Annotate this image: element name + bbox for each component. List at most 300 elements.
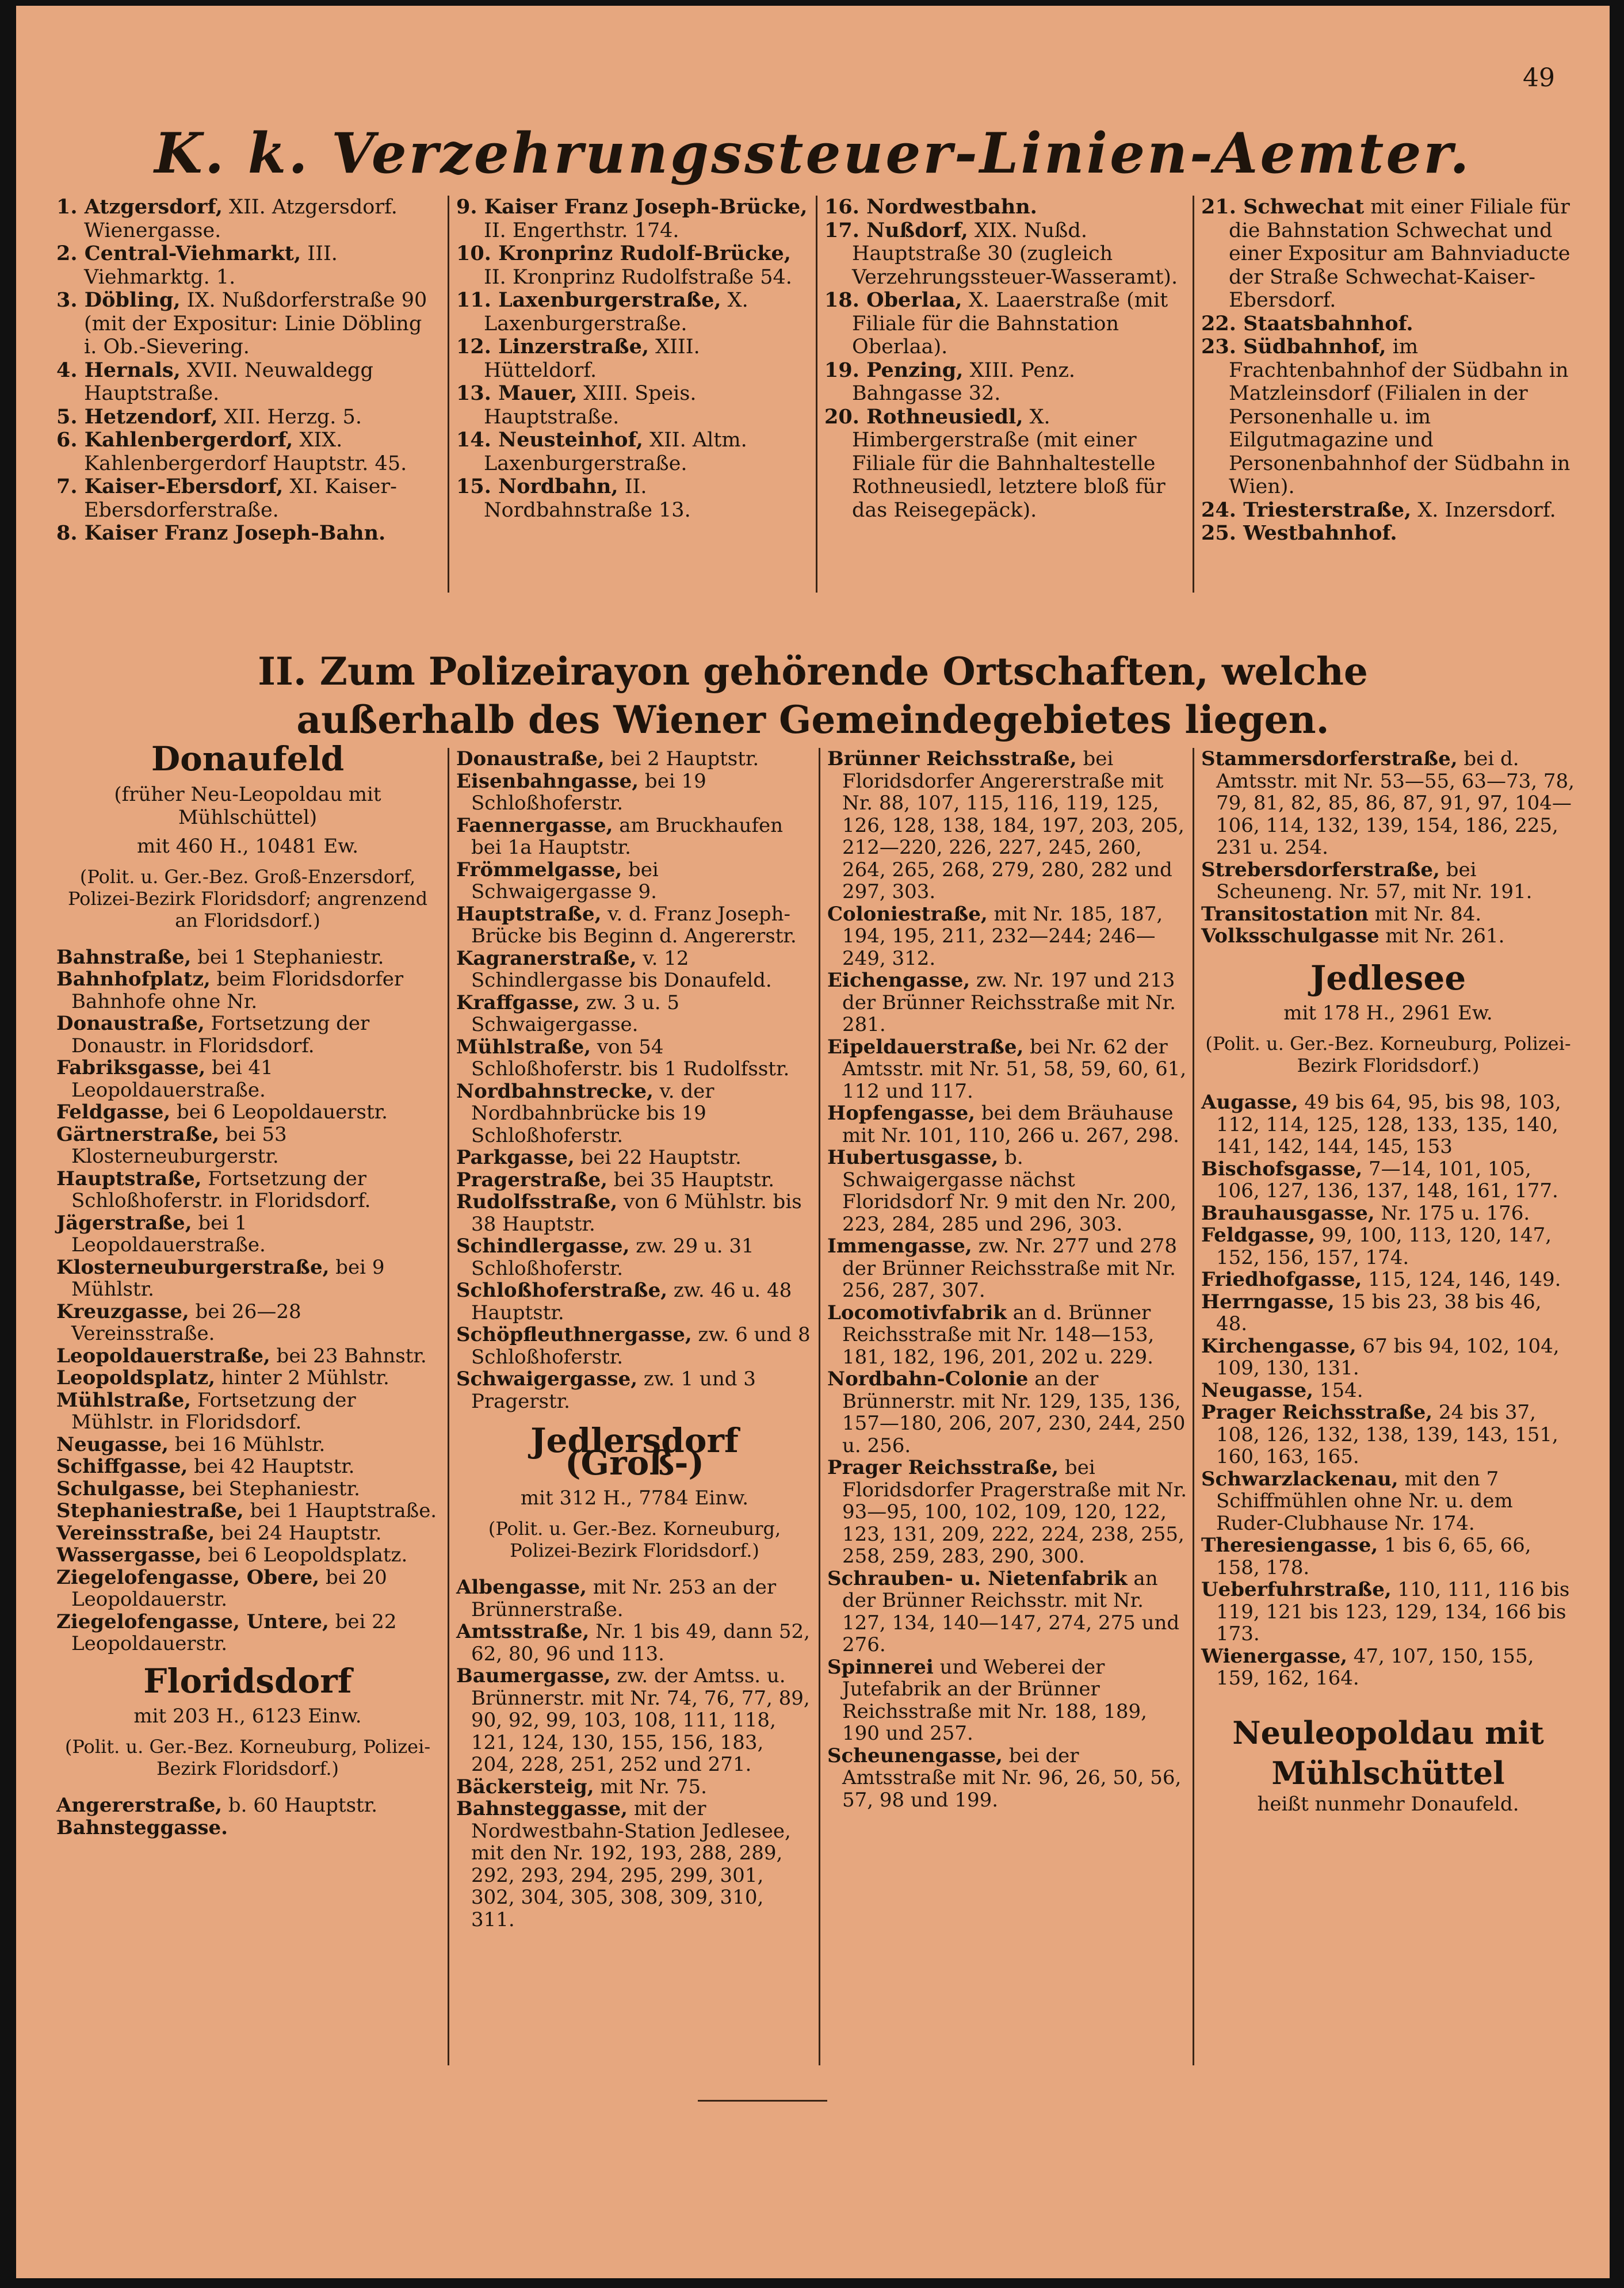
street-entry	[827, 1457, 1187, 1568]
street-entry	[56, 1367, 439, 1389]
street-name: Bahnsteggasse,	[456, 1797, 628, 1820]
street-name: Eichengasse,	[827, 969, 970, 992]
street-entry	[1201, 1202, 1575, 1225]
street-detail: 115, 124, 146, 149.	[1362, 1268, 1561, 1291]
street-name: Schiffgasse,	[56, 1455, 188, 1478]
jedlesee-streets	[1201, 1091, 1575, 1690]
street-name: Nordbahnstrecke,	[456, 1079, 654, 1103]
street-detail: zw. 1 und 3 Pragerstr.	[471, 1368, 756, 1413]
street-name: Gärtnerstraße,	[56, 1122, 220, 1146]
neuleopoldau-line2: Mühlschüttel	[1271, 1754, 1505, 1792]
street-detail: bei 35 Hauptstr.	[607, 1168, 775, 1191]
street-entry	[456, 770, 813, 815]
street-name: Neugasse,	[1201, 1378, 1313, 1402]
end-rule	[698, 2100, 827, 2102]
office-entry	[456, 382, 810, 429]
street-name: Fabriksgasse,	[56, 1056, 206, 1079]
street-detail: bei 53 Klosterneuburgerstr.	[71, 1122, 287, 1168]
street-entry	[56, 1544, 439, 1567]
street-name: Herrngasse,	[1201, 1290, 1335, 1313]
street-entry	[1201, 1380, 1575, 1402]
street-entry	[56, 968, 439, 1013]
street-entry	[56, 1057, 439, 1101]
column-d	[1201, 748, 1575, 1815]
street-detail: 7—14, 101, 105, 106, 127, 136, 137, 148, 161, 177.	[1216, 1157, 1558, 1202]
street-entry	[1201, 1224, 1575, 1269]
street-detail: hinter 2 Mühlstr.	[215, 1366, 389, 1389]
office-name: 16. Nordwestbahn.	[824, 195, 1037, 219]
street-name: Klosterneuburgerstraße,	[56, 1255, 330, 1279]
office-entry	[56, 289, 436, 359]
office-name: 22. Staatsbahnhof.	[1201, 311, 1413, 335]
street-entry	[1201, 1579, 1575, 1645]
street-entry	[456, 1576, 813, 1621]
place-jedlesee: Jedlesee	[1310, 958, 1466, 998]
street-detail: bei der Amtsstraße mit Nr. 96, 26, 50, 56, 57, 98 und 199.	[842, 1744, 1182, 1812]
street-name: Schrauben- u. Nietenfabrik	[827, 1567, 1128, 1590]
street-entry	[1201, 748, 1575, 859]
office-address: XII. Herzg. 5.	[217, 405, 362, 429]
street-entry	[456, 1169, 813, 1191]
street-name: Volksschulgasse	[1201, 925, 1380, 948]
street-detail: mit der Nordwestbahn-Station Jedlesee, mit den Nr. 192, 193, 288, 289, 292, 293, 294, 295, 299, 301, 302, 304, 305, 308, 309, 310, 311.	[471, 1797, 791, 1931]
offices-column-3	[824, 196, 1187, 522]
street-entry	[456, 1080, 813, 1147]
office-address: X. Himbergerstraße (mit einer Filiale für die Bahnhaltestelle Rothneusiedl, letztere bloß für das Reisegepäck).	[852, 405, 1166, 522]
street-name: Kreuzgasse,	[56, 1300, 189, 1323]
office-address: XIX. Kahlenbergerdorf Hauptstr. 45.	[84, 429, 407, 475]
office-address: XII. Atzgersdorf. Wienergasse.	[84, 196, 398, 242]
office-address: XI. Kaiser-Ebersdorferstraße.	[84, 475, 397, 522]
street-name: Wassergasse,	[56, 1544, 202, 1567]
office-address: X. Laaerstraße (mit Filiale für die Bahnstation Oberlaa).	[852, 289, 1168, 358]
street-name: Stephaniestraße,	[56, 1499, 244, 1522]
floridsdorf-stats: mit 203 H., 6123 Einw.	[133, 1705, 362, 1728]
office-entry	[56, 242, 436, 289]
jedlesee-note: (Polit. u. Ger.-Bez. Korneuburg, Polizei-Bezirk Floridsdorf.)	[1205, 1033, 1571, 1076]
street-detail: Nr. 175 u. 176.	[1374, 1201, 1530, 1225]
offices-column-2	[456, 196, 810, 522]
office-entry	[56, 406, 436, 429]
street-entry	[827, 1745, 1187, 1812]
street-name: Stammersdorferstraße,	[1201, 747, 1458, 770]
office-entry	[56, 475, 436, 522]
street-detail: bei 41 Leopoldauerstraße.	[71, 1056, 273, 1102]
street-entry	[56, 1301, 439, 1345]
street-name: Mühlstraße,	[456, 1035, 591, 1059]
office-name: 18. Oberlaa,	[824, 288, 962, 312]
donaufeld-former: (früher Neu-Leopoldau mit Mühlschüttel)	[114, 782, 381, 829]
street-entry	[56, 1101, 439, 1124]
office-entry	[456, 196, 810, 242]
street-detail: 24 bis 37, 108, 126, 132, 138, 139, 143, 151, 160, 163, 165.	[1216, 1401, 1558, 1468]
office-name: 20. Rothneusiedl,	[824, 404, 1023, 429]
street-entry	[456, 903, 813, 948]
street-entry	[56, 946, 439, 969]
street-detail: an d. Brünner Reichsstraße mit Nr. 148—153, 181, 182, 196, 201, 202 u. 229.	[842, 1301, 1155, 1369]
section-2-title: II. Zum Polizeirayon gehörende Ortschaften, welche außerhalb des Wiener Gemeindegebietes liegen.	[258, 649, 1368, 742]
street-name: Nordbahn-Colonie	[827, 1368, 1029, 1391]
street-entry	[827, 903, 1187, 970]
street-name: Strebersdorferstraße,	[1201, 858, 1440, 881]
street-name: Albengasse,	[456, 1576, 587, 1599]
street-name: Ziegelofengasse, Obere,	[56, 1565, 320, 1589]
office-entry	[824, 359, 1187, 406]
neuleopoldau-line3: heißt nunmehr Donaufeld.	[1257, 1792, 1519, 1816]
street-name: Transitostation	[1201, 902, 1369, 926]
office-entry	[1201, 196, 1575, 312]
office-entry	[456, 242, 810, 289]
street-detail: an der Brünnerstr. mit Nr. 129, 135, 136, 157—180, 206, 207, 230, 244, 250 u. 256.	[842, 1368, 1186, 1457]
street-name: Ziegelofengasse, Untere,	[56, 1610, 329, 1633]
street-entry	[456, 1324, 813, 1368]
office-name: 8. Kaiser Franz Joseph-Bahn.	[56, 521, 386, 545]
street-name: Ueberfuhrstraße,	[1201, 1578, 1392, 1601]
office-entry	[824, 289, 1187, 359]
street-detail: 154.	[1313, 1378, 1363, 1402]
street-entry	[456, 815, 813, 859]
street-detail: bei d. Amtsstr. mit Nr. 53—55, 63—73, 78, 79, 81, 82, 85, 86, 87, 91, 97, 104—106, 114, 132, 139, 154, 186, 225, 231 u. 254.	[1216, 747, 1575, 859]
page-number: 49	[1523, 63, 1555, 93]
street-detail: bei 6 Leopoldsplatz.	[201, 1544, 408, 1567]
street-detail: bei 1 Hauptstraße.	[243, 1499, 437, 1522]
street-entry	[456, 992, 813, 1036]
column-a	[56, 739, 439, 1839]
street-detail: v. der Nordbahnbrücke bis 19 Schloßhoferstr.	[471, 1079, 714, 1147]
street-entry	[456, 1798, 813, 1931]
place-floridsdorf: Floridsdorf	[143, 1661, 352, 1701]
office-address: IX. Nußdorferstraße 90 (mit der Expositur: Linie Döbling i. Ob.-Sievering.	[84, 289, 427, 358]
office-name: 11. Laxenburgerstraße,	[456, 288, 721, 312]
jedlersdorf-stats: mit 312 H., 7784 Einw.	[520, 1487, 749, 1510]
office-entry	[56, 522, 436, 545]
jedlesee-stats: mit 178 H., 2961 Ew.	[1283, 1002, 1493, 1025]
street-entry	[56, 1611, 439, 1655]
office-name: 10. Kronprinz Rudolf-Brücke,	[456, 242, 791, 265]
office-entry	[456, 475, 810, 522]
street-detail: von 54 Schloßhoferstr. bis 1 Rudolfsstr.	[471, 1035, 790, 1080]
street-name: Feldgasse,	[56, 1101, 171, 1124]
street-detail: 1 bis 6, 65, 66, 158, 178.	[1216, 1534, 1531, 1579]
office-address: XII. Altm. Laxenburgerstraße.	[484, 429, 747, 475]
street-name: Donaustraße,	[56, 1012, 205, 1035]
street-detail: bei 1 Leopoldauerstraße.	[71, 1211, 266, 1256]
street-entry	[1201, 1468, 1575, 1535]
office-name: 3. Döbling,	[56, 288, 181, 312]
street-entry	[456, 859, 813, 903]
office-name: 19. Penzing,	[824, 358, 964, 382]
street-detail: 110, 111, 116 bis 119, 121 bis 123, 129, 134, 166 bis 173.	[1216, 1578, 1570, 1645]
street-name: Hauptstraße,	[56, 1167, 202, 1190]
floridsdorf-streets	[56, 1794, 439, 1839]
street-detail: zw. 3 u. 5 Schwaigergasse.	[471, 991, 679, 1036]
offices-column-4	[1201, 196, 1575, 545]
street-entry	[56, 1434, 439, 1456]
street-name: Schindlergasse,	[456, 1235, 630, 1258]
street-detail: am Bruckhaufen bei 1a Hauptstr.	[471, 813, 784, 859]
street-name: Kirchengasse,	[1201, 1334, 1356, 1358]
street-entry	[827, 1147, 1187, 1235]
office-entry	[824, 196, 1187, 219]
localities-section	[56, 739, 1575, 2071]
street-name: Schulgasse,	[56, 1477, 186, 1500]
office-entry	[456, 335, 810, 382]
street-detail: Fortsetzung der Mühlstr. in Floridsdorf.	[71, 1388, 356, 1434]
office-entry	[1201, 499, 1575, 522]
street-name: Bahnhofplatz,	[56, 968, 211, 991]
street-entry	[827, 1235, 1187, 1302]
street-detail: mit Nr. 185, 187, 194, 195, 211, 232—244; 246—249, 312.	[842, 902, 1163, 970]
neuleopoldau-note	[1201, 1713, 1575, 1816]
street-name: Amtsstraße,	[456, 1620, 590, 1643]
street-detail: bei 24 Hauptstr.	[215, 1521, 382, 1545]
office-name: 14. Neusteinhof,	[456, 428, 643, 452]
donaufeld-streets-b	[456, 748, 813, 1412]
office-entry	[56, 359, 436, 406]
office-address: XIII. Penz. Bahngasse 32.	[852, 358, 1076, 405]
street-entry	[56, 1212, 439, 1256]
street-name: Prager Reichsstraße,	[1201, 1401, 1433, 1424]
street-entry	[1201, 859, 1575, 903]
street-detail: bei 6 Leopoldauerstr.	[170, 1101, 388, 1124]
street-name: Feldgasse,	[1201, 1224, 1316, 1247]
office-name: 6. Kahlenbergerdorf,	[56, 428, 293, 452]
office-entry	[1201, 522, 1575, 545]
office-name: 25. Westbahnhof.	[1201, 521, 1397, 545]
street-name: Bahnstraße,	[56, 945, 192, 969]
street-detail: mit Nr. 75.	[594, 1775, 707, 1798]
office-name: 12. Linzerstraße,	[456, 335, 649, 358]
office-name: 15. Nordbahn,	[456, 475, 618, 498]
street-name: Friedhofgasse,	[1201, 1268, 1362, 1291]
street-entry	[456, 1235, 813, 1279]
street-name: Pragerstraße,	[456, 1168, 607, 1191]
street-name: Schwarzlackenau,	[1201, 1467, 1398, 1491]
street-detail: beim Floridsdorfer Bahnhofe ohne Nr.	[71, 968, 404, 1013]
office-entry	[824, 406, 1187, 522]
street-detail: bei 2 Hauptstr.	[604, 747, 759, 770]
street-detail: 15 bis 23, 38 bis 46, 48.	[1216, 1290, 1542, 1335]
street-entry	[56, 1817, 439, 1839]
street-entry	[1201, 1291, 1575, 1335]
page	[16, 6, 1610, 2278]
street-entry	[56, 1389, 439, 1434]
office-address: X. Laxenburgerstraße.	[484, 289, 748, 335]
street-name: Frömmelgasse,	[456, 858, 622, 881]
street-detail: bei Stephaniestr.	[186, 1477, 360, 1500]
office-name: 17. Nußdorf,	[824, 218, 968, 242]
street-name: Hauptstraße,	[456, 902, 602, 926]
street-detail: zw. Nr. 277 und 278 der Brünner Reichsstraße mit Nr. 256, 287, 307.	[842, 1235, 1178, 1302]
street-detail: 99, 100, 113, 120, 147, 152, 156, 157, 174.	[1216, 1224, 1552, 1269]
street-detail: und Weberei der Jutefabrik an der Brünner Reichsstraße mit Nr. 188, 189, 190 und 257.	[842, 1655, 1147, 1745]
jedlersdorf-note: (Polit. u. Ger.-Bez. Korneuburg, Polizei-Bezirk Floridsdorf.)	[488, 1518, 781, 1561]
street-name: Schloßhoferstraße,	[456, 1279, 668, 1302]
place-donaufeld: Donaufeld	[151, 739, 345, 778]
office-name: 7. Kaiser-Ebersdorf,	[56, 475, 284, 498]
street-detail: Nr. 1 bis 49, dann 52, 62, 80, 96 und 113.	[471, 1620, 810, 1666]
street-entry	[56, 1124, 439, 1168]
street-name: Baumergasse,	[456, 1664, 611, 1687]
street-detail: Fortsetzung der Schloßhoferstr. in Floridsdorf.	[71, 1167, 371, 1212]
office-name: 4. Hernals,	[56, 358, 181, 382]
office-entry	[56, 196, 436, 242]
street-name: Donaustraße,	[456, 747, 605, 770]
street-entry	[827, 1302, 1187, 1369]
street-name: Vereinsstraße,	[56, 1521, 215, 1545]
street-detail: bei 9 Mühlstr.	[71, 1255, 385, 1301]
street-name: Mühlstraße,	[56, 1388, 192, 1412]
street-name: Augasse,	[1201, 1091, 1298, 1114]
street-name: Brauhausgasse,	[1201, 1201, 1375, 1225]
office-address: mit einer Filiale für die Bahnstation Schwechat und einer Expositur am Bahnviaducte der Straße Schwechat-Kaiser-Ebersdorf.	[1229, 196, 1570, 312]
street-entry	[456, 1279, 813, 1324]
street-entry	[56, 1456, 439, 1478]
office-name: 5. Hetzendorf,	[56, 404, 218, 429]
street-name: Immengasse,	[827, 1235, 972, 1258]
street-entry	[827, 1656, 1187, 1745]
street-detail: bei 23 Bahnstr.	[270, 1344, 427, 1368]
street-detail: mit Nr. 261.	[1379, 925, 1505, 948]
office-address: XIII. Speis. Hauptstraße.	[484, 382, 697, 429]
office-entry	[824, 219, 1187, 289]
street-entry	[827, 748, 1187, 903]
street-entry	[827, 969, 1187, 1036]
street-detail: 49 bis 64, 95, bis 98, 103, 112, 114, 125, 128, 133, 135, 140, 141, 142, 144, 145, 153	[1216, 1091, 1561, 1158]
street-entry	[827, 1102, 1187, 1147]
street-name: Neugasse,	[56, 1433, 169, 1456]
street-entry	[1201, 1645, 1575, 1690]
street-entry	[456, 1665, 813, 1776]
street-entry	[456, 1776, 813, 1798]
street-entry	[1201, 1091, 1575, 1158]
street-name: Leopoldauerstraße,	[56, 1344, 270, 1368]
street-name: Brünner Reichsstraße,	[827, 747, 1077, 770]
street-name: Jägerstraße,	[56, 1211, 192, 1235]
office-entry	[1201, 312, 1575, 336]
street-entry	[56, 1013, 439, 1057]
jedlersdorf-streets-d	[1201, 748, 1575, 948]
street-detail: bei 16 Mühlstr.	[169, 1433, 326, 1456]
street-name: Locomotivfabrik	[827, 1301, 1007, 1324]
street-detail: v. 12 Schindlergasse bis Donaufeld.	[471, 946, 772, 992]
street-detail: zw. 46 u. 48 Hauptstr.	[471, 1279, 792, 1324]
street-detail: bei 19 Schloßhoferstr.	[471, 769, 706, 815]
street-detail: zw. 6 und 8 Schloßhoferstr.	[471, 1323, 811, 1369]
office-address: XIX. Nußd. Hauptstraße 30 (zugleich Verzehrungssteuer-Wasseramt).	[852, 219, 1178, 289]
street-detail: bei Floridsdorfer Angererstraße mit Nr. 88, 107, 115, 116, 119, 125, 126, 128, 138, 184, 197, 203, 205, 212—220, 226, 227, 245, 260, 264, 265, 268, 279, 280, 282 und 297, 303.	[842, 747, 1184, 903]
street-entry	[456, 1368, 813, 1412]
street-detail: 47, 107, 150, 155, 159, 162, 164.	[1216, 1644, 1534, 1690]
jedlersdorf-streets-b	[456, 1576, 813, 1931]
office-name: 9. Kaiser Franz Joseph-Brücke,	[456, 195, 808, 219]
office-name: 1. Atzgersdorf,	[56, 195, 223, 219]
office-name: 24. Triesterstraße,	[1201, 498, 1412, 522]
street-detail: 67 bis 94, 102, 104, 109, 130, 131.	[1216, 1334, 1560, 1380]
street-name: Coloniestraße,	[827, 902, 988, 926]
street-detail: bei Floridsdorfer Pragerstraße mit Nr. 93—95, 100, 102, 109, 120, 122, 123, 131, 209, 222, 224, 238, 255, 258, 259, 283, 290, 300.	[842, 1456, 1187, 1568]
street-entry	[456, 1147, 813, 1169]
donaufeld-streets-a	[56, 946, 439, 1655]
street-entry	[827, 1568, 1187, 1656]
street-detail: zw. Nr. 197 und 213 der Brünner Reichsstraße mit Nr. 281.	[842, 969, 1176, 1036]
street-entry	[456, 1621, 813, 1665]
office-entry	[56, 429, 436, 475]
street-detail: bei dem Bräuhause mit Nr. 101, 110, 266 u. 267, 298.	[842, 1102, 1179, 1147]
street-detail: mit den 7 Schiffmühlen ohne Nr. u. dem Ruder-Clubhause Nr. 174.	[1216, 1467, 1513, 1535]
street-entry	[56, 1522, 439, 1545]
office-address: II. Engerthstr. 174.	[484, 219, 679, 242]
place-jedlersdorf: Jedlersdorf (Groß-)	[530, 1421, 739, 1483]
office-name: 21. Schwechat	[1201, 195, 1365, 219]
street-entry	[56, 1478, 439, 1500]
street-detail: von 6 Mühlstr. bis 38 Hauptstr.	[471, 1190, 802, 1236]
street-name: Theresiengasse,	[1201, 1534, 1378, 1557]
office-entry	[456, 289, 810, 335]
column-c	[827, 748, 1187, 1811]
page-title: K. k. Verzehrungssteuer-Linien-Aemter.	[154, 121, 1472, 186]
street-name: Bischofsgasse,	[1201, 1157, 1363, 1181]
street-name: Faennergasse,	[456, 813, 613, 837]
street-name: Hopfengasse,	[827, 1102, 976, 1125]
street-name: Spinnerei	[827, 1655, 934, 1679]
offices-column-1	[56, 196, 436, 545]
street-entry	[1201, 903, 1575, 926]
donaufeld-stats: mit 460 H., 10481 Ew.	[136, 834, 359, 858]
offices-section	[56, 196, 1575, 598]
street-entry	[456, 1036, 813, 1080]
street-detail: Fortsetzung der Donaustr. in Floridsdorf.	[71, 1012, 370, 1057]
street-detail: mit Nr. 84.	[1368, 902, 1482, 926]
office-entry	[1201, 335, 1575, 499]
street-name: Schöpfleuthnergasse,	[456, 1323, 692, 1346]
street-name: Bäckersteig,	[456, 1775, 594, 1798]
street-detail: bei 22 Hauptstr.	[574, 1146, 742, 1169]
street-detail: zw. 29 u. 31 Schloßhoferstr.	[471, 1235, 754, 1280]
street-detail: b. 60 Hauptstr.	[222, 1794, 378, 1817]
office-name: 2. Central-Viehmarkt,	[56, 242, 301, 265]
street-detail: bei 20 Leopoldauerstr.	[71, 1565, 387, 1611]
street-detail: v. d. Franz Joseph-Brücke bis Beginn d. Angererstr.	[471, 902, 797, 948]
jedlersdorf-streets-c	[827, 748, 1187, 1811]
street-detail: bei Schwaigergasse 9.	[471, 858, 659, 903]
street-entry	[1201, 1269, 1575, 1291]
street-entry	[827, 1036, 1187, 1103]
street-entry	[827, 1368, 1187, 1457]
street-name: Angererstraße,	[56, 1794, 223, 1817]
column-b	[456, 748, 813, 1931]
office-address: II. Kronprinz Rudolfstraße 54.	[484, 265, 792, 289]
office-address: II. Nordbahnstraße 13.	[484, 475, 691, 522]
office-address: XVII. Neuwaldegg Hauptstraße.	[84, 358, 373, 405]
street-name: Leopoldsplatz,	[56, 1366, 216, 1389]
street-detail: zw. der Amtss. u. Brünnerstr. mit Nr. 74, 76, 77, 89, 90, 92, 99, 103, 108, 111, 118, 121, 124, 130, 155, 156, 183, 204, 228, 251, 252 und 271.	[471, 1664, 810, 1776]
street-entry	[456, 948, 813, 992]
street-entry	[56, 1256, 439, 1301]
street-entry	[1201, 1158, 1575, 1202]
street-name: Eipeldauerstraße,	[827, 1035, 1024, 1059]
street-entry	[456, 1191, 813, 1235]
street-detail: an der Brünner Reichsstr. mit Nr. 127, 134, 140—147, 274, 275 und 276.	[842, 1567, 1180, 1656]
street-name: Scheunengasse,	[827, 1744, 1003, 1767]
street-entry	[1201, 1534, 1575, 1579]
office-name: 13. Mauer,	[456, 381, 578, 405]
street-detail: bei Nr. 62 der Amtsstr. mit Nr. 51, 58, 59, 60, 61, 112 und 117.	[842, 1035, 1187, 1103]
office-address: III. Viehmarktg. 1.	[84, 242, 338, 289]
street-entry	[56, 1345, 439, 1368]
office-address: XIII. Hütteldorf.	[484, 335, 700, 382]
street-entry	[1201, 925, 1575, 948]
